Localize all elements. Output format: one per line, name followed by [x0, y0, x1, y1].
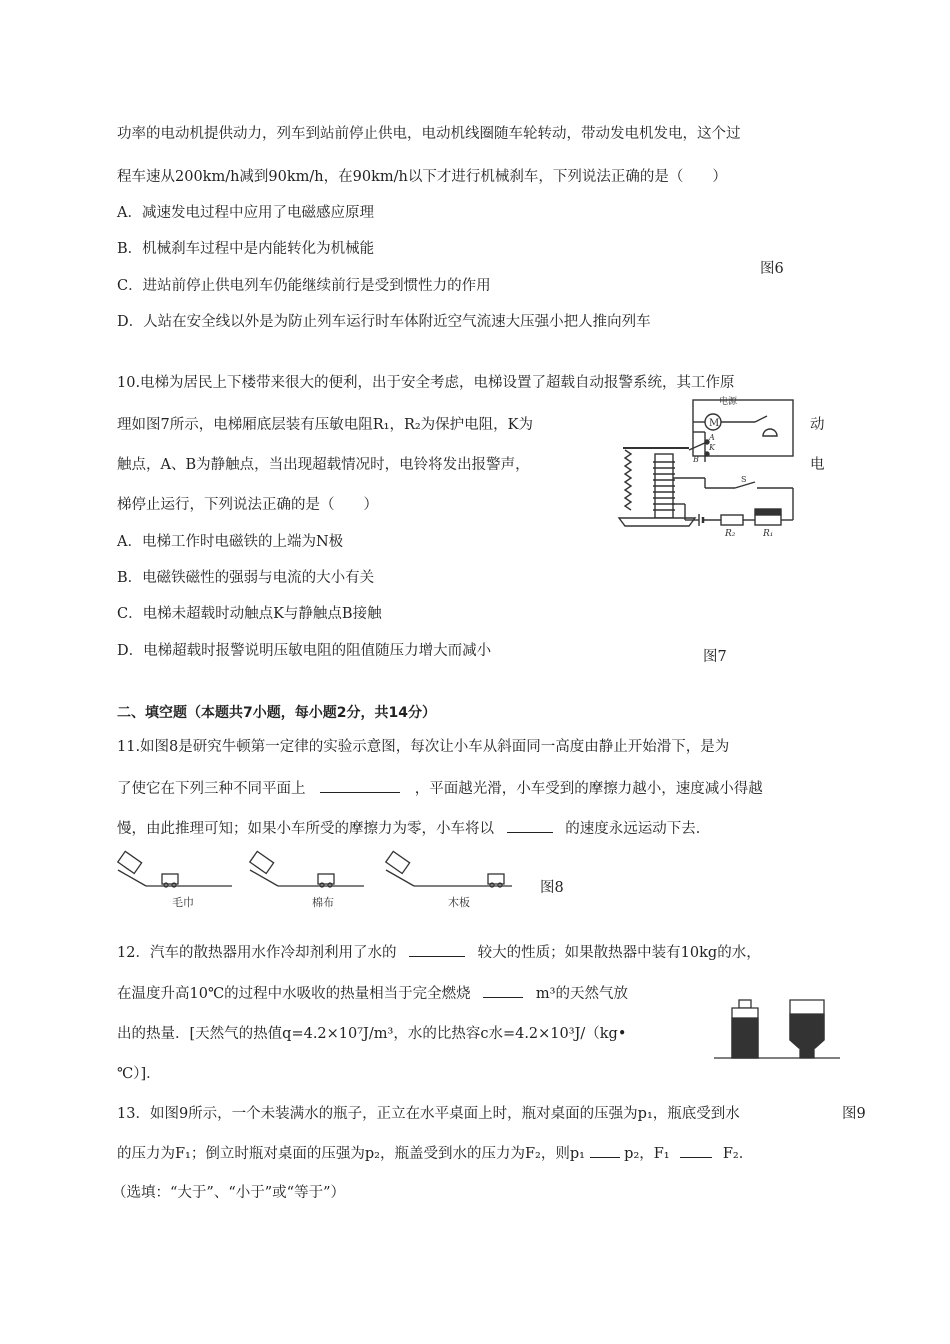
- q11-line-2-start: 了使它在下列三种不同平面上: [117, 781, 306, 797]
- q13-answer-blank-1[interactable]: [590, 1143, 620, 1158]
- circuit-r2-label: R₂: [725, 529, 736, 539]
- surface-wood-label: 木板: [448, 896, 470, 909]
- surface-cotton-label: 棉布: [312, 896, 334, 909]
- figure-8-label: 图8: [540, 880, 564, 896]
- q9-line-1: 功率的电动机提供动力，列车到站前停止供电，电动机线圈随车轮转动，带动发电机发电，这个过: [117, 126, 741, 142]
- circuit-contact-k-label: K: [709, 443, 715, 452]
- q11-line-2-end: ，平面越光滑，小车受到的摩擦力越小，速度减小得越: [414, 781, 763, 797]
- q10-option-a[interactable]: A．电梯工作时电磁铁的上端为N极: [117, 534, 344, 550]
- q10-option-c[interactable]: C．电梯未超载时动触点K与静触点B接触: [117, 606, 382, 622]
- circuit-switch-label: S: [741, 475, 747, 484]
- q11-line-1: 11.如图8是研究牛顿第一定律的实验示意图，每次让小车从斜面同一高度由静止开始滑下，是为: [117, 739, 730, 755]
- q13-line-2-mid: p₂，F₁: [624, 1146, 670, 1162]
- q13-line-2-end: F₂．: [722, 1146, 754, 1162]
- q13-line-2: [117, 1143, 753, 1164]
- circuit-contact-b-label: B: [693, 455, 699, 464]
- q10-line-4: 梯停止运行，下列说法正确的是（ ）: [117, 497, 378, 513]
- q10-line-3-tail: 电: [810, 457, 825, 473]
- q12-line-3: 出的热量．[天然气的热值q=4.2×10⁷J/m³，水的比热容c水=4.2×10³J/（kg•: [117, 1026, 627, 1042]
- q10-option-b[interactable]: B．电磁铁磁性的强弱与电流的大小有关: [117, 570, 375, 586]
- q11-answer-blank-2[interactable]: [507, 818, 553, 833]
- q12-answer-blank-2[interactable]: [483, 983, 523, 998]
- q10-line-3: 触点，A、B为静触点，当出现超载情况时，电铃将发出报警声，: [117, 457, 530, 473]
- q9-option-c[interactable]: C．进站前停止供电列车仍能继续前行是受到惯性力的作用: [117, 278, 491, 294]
- figure-6-label: 图6: [760, 261, 784, 277]
- circuit-power-label: 电源: [719, 397, 738, 407]
- q13-line-1: 13．如图9所示，一个未装满水的瓶子，正立在水平桌面上时，瓶对桌面的压强为p₁，瓶底受到水: [117, 1106, 740, 1122]
- q11-line-3-start: 慢，由此推理可知；如果小车所受的摩擦力为零，小车将以: [117, 821, 494, 837]
- q12-line-1-start: 12．汽车的散热器用水作冷却剂利用了水的: [117, 945, 397, 961]
- q12-line-2-start: 在温度升高10℃的过程中水吸收的热量相当于完全燃烧: [117, 986, 471, 1002]
- q12-line-2: [117, 983, 628, 1004]
- section-2-heading: 二、填空题（本题共7小题，每小题2分，共14分）: [117, 705, 436, 721]
- q11-answer-blank-1[interactable]: [320, 778, 400, 793]
- q13-line-3: （选填：“大于”、“小于”或“等于”）: [112, 1185, 345, 1201]
- figure-7-label: 图7: [703, 649, 727, 665]
- circuit-r1-label: R₁: [763, 529, 774, 539]
- figure-7-circuit-diagram: [615, 392, 805, 542]
- figure-8-diagram: [112, 848, 532, 910]
- surface-towel-label: 毛巾: [172, 896, 194, 909]
- q11-line-3: [117, 818, 710, 839]
- circuit-motor-label: M: [709, 418, 720, 429]
- q10-line-2-tail: 动: [810, 417, 825, 433]
- q12-line-1-end: 较大的性质；如果散热器中装有10kg的水，: [477, 945, 761, 961]
- q12-line-1: [117, 942, 761, 963]
- q13-line-2-start: 的压力为F₁；倒立时瓶对桌面的压强为p₂，瓶盖受到水的压力为F₂，则p₁: [117, 1146, 585, 1162]
- q9-option-d[interactable]: D．人站在安全线以外是为防止列车运行时车体附近空气流速大压强小把人推向列车: [117, 314, 651, 330]
- q10-line-1: 10.电梯为居民上下楼带来很大的便利，出于安全考虑，电梯设置了超载自动报警系统，其工作原: [117, 375, 735, 391]
- q10-option-d[interactable]: D．电梯超载时报警说明压敏电阻的阻值随压力增大而减小: [117, 643, 492, 659]
- q10-line-2: 理如图7所示，电梯厢底层装有压敏电阻R₁，R₂为保护电阻，K为: [117, 417, 534, 433]
- figure-9-bottles-diagram: [712, 994, 842, 1066]
- q12-line-4: ℃）]．: [117, 1066, 161, 1082]
- q11-line-3-end: 的速度永远运动下去．: [565, 821, 711, 837]
- figure-9-label: 图9: [842, 1106, 866, 1122]
- q11-line-2: [117, 778, 763, 799]
- q9-line-2: 程车速从200km/h减到90km/h，在90km/h以下才进行机械刹车，下列说法正确的是（ ）: [117, 169, 727, 185]
- q13-answer-blank-2[interactable]: [680, 1143, 712, 1158]
- q9-option-b[interactable]: B．机械刹车过程中是内能转化为机械能: [117, 241, 375, 257]
- q12-answer-blank-1[interactable]: [409, 942, 465, 957]
- q9-option-a[interactable]: A．减速发电过程中应用了电磁感应原理: [117, 205, 374, 221]
- q12-line-2-end: m³的天然气放: [535, 986, 628, 1002]
- circuit-contact-a-label: A: [709, 433, 715, 442]
